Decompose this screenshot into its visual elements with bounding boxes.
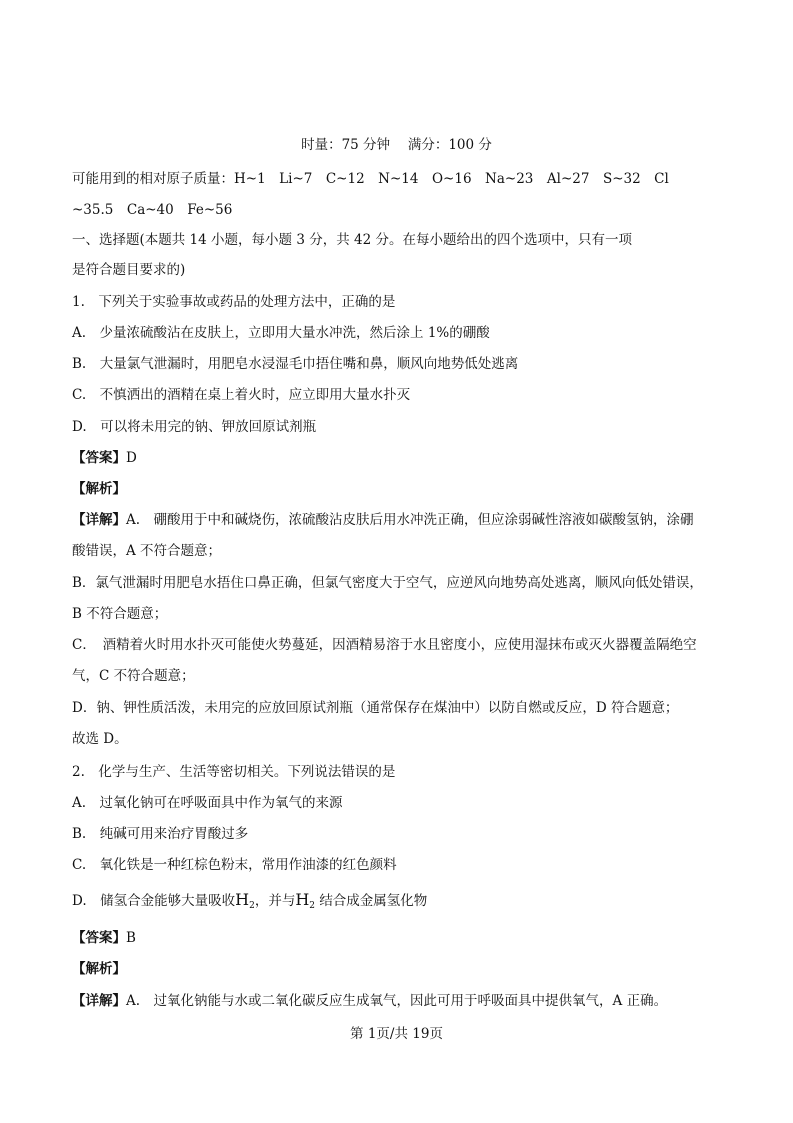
q2-option-a: A. 过氧化钠可在呼吸面具中作为氧气的来源	[72, 795, 343, 811]
page-footer: 第 1页/共 19页	[350, 1026, 443, 1042]
exam-time-score: 时量：75 分钟 满分：100 分	[301, 137, 492, 153]
q2-option-b: B. 纯碱可用来治疗胃酸过多	[72, 826, 249, 842]
q1-option-a: A. 少量浓硫酸沾在皮肤上，立即用大量水冲洗，然后涂上 1%的硼酸	[72, 325, 490, 341]
q1-detail-line-4: B 不符合题意；	[72, 606, 168, 622]
answer-value: D	[126, 450, 137, 466]
answer-label: 【答案】	[72, 930, 126, 946]
detail-text: A. 硼酸用于中和碱烧伤，浓硫酸沾皮肤后用水冲洗正确，但应涂弱碱性溶液如碳酸氢钠，涂硼	[126, 512, 694, 528]
q2-option-d	[72, 891, 427, 915]
h2-formula: $H_2$	[295, 890, 316, 911]
q2-detail-line-1	[72, 992, 667, 1010]
option-d-text-3: 结合成金属氢化物	[319, 893, 428, 909]
atomic-masses-line-1: 可能用到的相对原子质量：H~1 Li~7 C~12 N~14 O~16 Na~23 Al~27 S~32 Cl	[72, 171, 669, 187]
answer-label: 【答案】	[72, 450, 126, 466]
q1-option-c: C. 不慎洒出的酒精在桌上着火时，应立即用大量水扑灭	[72, 387, 411, 403]
q1-detail-line-5: C． 酒精着火时用水扑灭可能使火势蔓延，因酒精易溶于水且密度小，应使用湿抹布或灭火器覆盖隔绝空	[72, 637, 697, 653]
option-d-text-2: ，并与	[254, 893, 296, 909]
q1-detail-line-6: 气，C 不符合题意；	[72, 668, 195, 684]
q2-stem: 2. 化学与生产、生活等密切相关。下列说法错误的是	[72, 764, 396, 780]
section-title-line-2: 是符合题目要求的)	[72, 262, 186, 278]
q1-stem: 1. 下列关于实验事故或药品的处理方法中，正确的是	[72, 294, 396, 310]
detail-label: 【详解】	[72, 512, 126, 528]
q2-analysis-label: 【解析】	[72, 961, 126, 977]
section-title-line-1: 一、选择题(本题共 14 小题，每小题 3 分，共 42 分。在每小题给出的四个选项中，只有一项	[72, 232, 632, 248]
detail-text: A. 过氧化钠能与水或二氧化碳反应生成氧气，因此可用于呼吸面具中提供氧气，A 正确。	[126, 993, 668, 1009]
q1-detail-line-7: D．钠、钾性质活泼，未用完的应放回原试剂瓶（通常保存在煤油中）以防自燃或反应，D 符合题意；	[72, 700, 679, 716]
q1-option-b: B. 大量氯气泄漏时，用肥皂水浸湿毛巾捂住嘴和鼻，顺风向地势低处逃离	[72, 356, 519, 372]
q1-option-d: D. 可以将未用完的钠、钾放回原试剂瓶	[72, 419, 317, 435]
q2-answer	[72, 929, 136, 947]
q1-detail-line-2: 酸错误，A 不符合题意；	[72, 543, 222, 559]
q1-answer	[72, 449, 137, 467]
q1-detail-line-3: B．氯气泄漏时用肥皂水捂住口鼻正确，但氯气密度大于空气，应逆风向地势高处逃离，顺风向低处错误，	[72, 575, 703, 591]
q2-option-c: C. 氧化铁是一种红棕色粉末，常用作油漆的红色颜料	[72, 857, 397, 873]
detail-label: 【详解】	[72, 993, 126, 1009]
option-d-text-1: D. 储氢合金能够大量吸收	[72, 893, 236, 909]
q1-analysis-label: 【解析】	[72, 481, 126, 497]
q1-detail-line-1	[72, 511, 694, 529]
answer-value: B	[126, 930, 136, 946]
h2-formula: $H_2$	[235, 890, 255, 911]
atomic-masses-line-2: ~35.5 Ca~40 Fe~56	[72, 202, 233, 218]
q1-detail-line-8: 故选 D。	[72, 731, 128, 747]
